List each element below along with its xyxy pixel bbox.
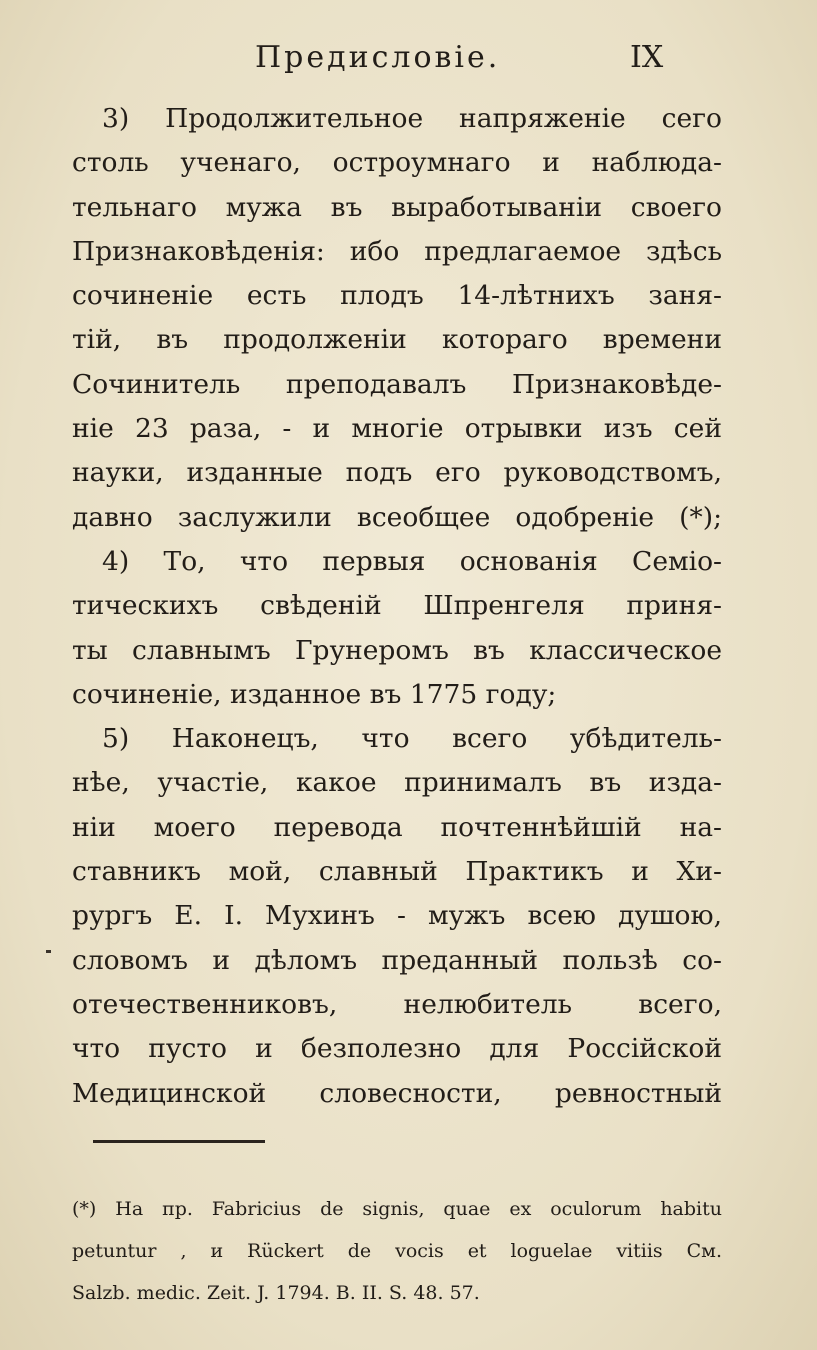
footnote-line: petuntur , и Rückert de vocis et loguelae vitiis См. (72, 1240, 722, 1262)
text-line: что пусто и безполезно для Россійской (72, 1033, 722, 1065)
footnote (72, 1188, 722, 1314)
text-line: ты славнымъ Грунеромъ въ классическое (72, 634, 722, 666)
footnote-line: (*) На пр. Fabricius de signis, quae ex oculorum habitu (72, 1198, 722, 1220)
text-line: Сочинитель преподавалъ Признаковѣде- (72, 368, 722, 400)
text-line: сочиненіе, изданное въ 1775 году; (72, 678, 557, 710)
text-line: словомъ и дѣломъ преданный пользѣ со- (72, 944, 722, 976)
text-line: тельнаго мужа въ выработываніи своего (72, 191, 722, 223)
text-line: ніи моего перевода почтеннѣйшій на- (72, 811, 722, 843)
text-line: отечественниковъ, нелюбитель всего, (72, 988, 722, 1020)
margin-mark (46, 950, 51, 953)
text-line: рургъ Е. І. Мухинъ - мужъ всею душою, (72, 900, 722, 932)
text-line: сочиненіе есть плодъ 14-лѣтнихъ заня- (72, 280, 722, 312)
text-line: давно заслужили всеобщее одобреніе (*); (72, 501, 722, 533)
text-line: ставникъ мой, славный Практикъ и Хи- (72, 856, 722, 888)
footnote-separator (93, 1140, 265, 1143)
page-header-title: Предисловіе. (255, 40, 501, 75)
page-number: IX (630, 40, 664, 75)
main-text (72, 97, 722, 1116)
text-line: Медицинской словесности, ревностный (72, 1077, 722, 1109)
running-header (70, 40, 720, 90)
text-line: тическихъ свѣденій Шпренгеля приня- (72, 590, 722, 622)
footnote-line: Salzb. medic. Zeit. J. 1794. B. II. S. 48. 57. (72, 1282, 480, 1304)
text-line: 3) Продолжительное напряженіе сего (102, 103, 722, 134)
text-line: Признаковѣденія: ибо предлагаемое здѣсь (72, 235, 722, 267)
text-line: 5) Наконецъ, что всего убѣдитель- (102, 723, 722, 755)
text-line: нѣе, участіе, какое принималъ въ изда- (72, 767, 722, 799)
text-line: тій, въ продолженіи котораго времени (72, 324, 722, 356)
text-line: 4) То, что первыя основанія Семіо- (102, 545, 722, 577)
text-line: ніе 23 раза, - и многіе отрывки изъ сей (72, 413, 722, 445)
text-line: науки, изданные подъ его руководствомъ, (72, 457, 722, 489)
text-line: столь ученаго, остроумнаго и наблюда- (72, 147, 722, 179)
